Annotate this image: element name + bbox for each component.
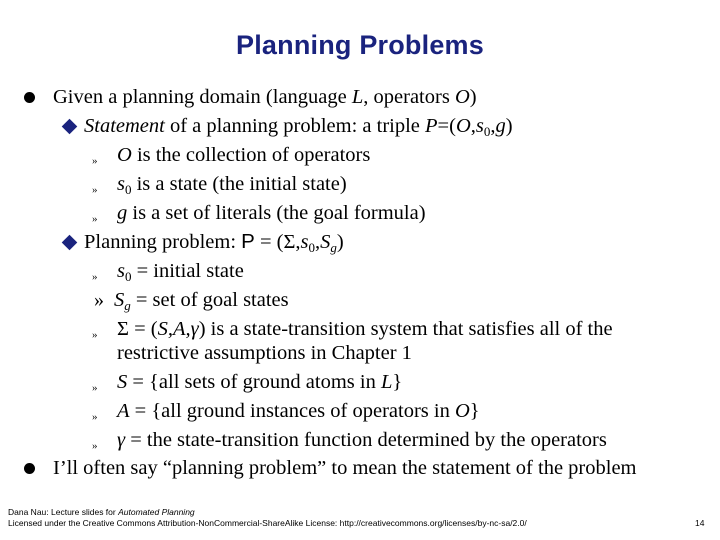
diamond-bullet-icon [62,119,78,135]
item-a-ground-instances: A = {all ground instances of operators in O} [117,400,480,422]
item-sigma-system-continued: restrictive assumptions in Chapter 1 [117,342,412,364]
round-bullet-icon [24,92,35,103]
item-gamma-function: γ = the state-transition function determined by the operators [117,429,607,451]
bullet-planning-domain: Given a planning domain (language L, operators O) [53,86,477,108]
item-o-operators: O is the collection of operators [117,144,371,166]
slide-title: Planning Problems [236,30,484,60]
item-s0-initial-state: $s_0$ = initial state [117,260,244,284]
diamond-bullet-icon [62,235,78,251]
page-number: 14 [695,518,705,528]
chevron-bullet-icon: » [92,184,98,196]
bullet-often-say: I’ll often say “planning problem” to mean the statement of the problem [53,457,637,479]
item-s-ground-atoms: S = {all sets of ground atoms in L} [117,371,403,393]
footer-license: Licensed under the Creative Commons Attribution-NonCommercial-ShareAlike License: http://creativecommons.org/licenses/by-nc-sa/2.0/ [8,518,527,528]
item-s0-initial: $s_0$ is a state (the initial state) [117,173,347,197]
chevron-bullet-icon: » [92,382,98,394]
chevron-bullet-icon: » [92,213,98,225]
chevron-bullet-icon: » [92,440,98,452]
chevron-bullet-icon: » [94,289,104,311]
item-sg-goal-states: $S_g$ = set of goal states [114,289,289,313]
item-g-goal: g is a set of literals (the goal formula) [117,202,426,224]
chevron-bullet-icon: » [92,411,98,423]
subbullet-statement: Statement of a planning problem: a triple $P=(O,s_0,g)$ [84,115,513,139]
chevron-bullet-icon: » [92,271,98,283]
subbullet-planning-problem: Planning problem: $P = (\Sigma,s_0,S_g)$ [84,230,344,255]
chevron-bullet-icon: » [92,329,98,341]
footer-credit: Dana Nau: Lecture slides for Automated Planning [8,507,195,517]
chevron-bullet-icon: » [92,155,98,167]
item-sigma-system: Σ = (S,A,γ) is a state-transition system that satisfies all of the [117,318,613,340]
round-bullet-icon [24,463,35,474]
